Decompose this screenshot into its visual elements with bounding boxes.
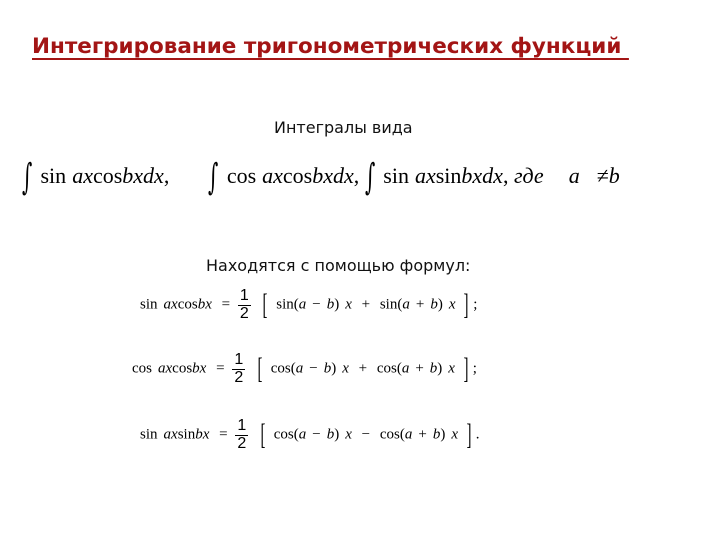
paren: ) [334,296,340,313]
variable: a [402,296,410,313]
paren: ) [437,296,443,313]
argument: bxdx [461,163,503,189]
paren: ) [437,360,443,377]
fraction [238,288,251,323]
operator: − [312,426,321,443]
formula-row [132,352,477,387]
equals-sign: = [221,296,231,313]
variable: b [432,426,441,443]
equals-sign: = [219,426,228,443]
variable: b [430,296,438,313]
func-name: cos [172,360,193,377]
fraction-denominator: 2 [234,368,244,386]
fraction-numerator: 1 [239,287,249,304]
fraction-denominator: 2 [239,304,249,322]
fraction [232,352,245,387]
variable: a [298,296,307,313]
argument: bx [192,360,207,377]
operator: + [358,360,368,377]
variable: x [342,360,349,377]
operator: + [361,296,371,313]
separator: , [353,163,360,189]
argument: ax [163,296,178,313]
argument: bxdx [122,163,164,189]
variable: x [448,360,455,377]
variable: x [448,296,456,313]
formula-row [140,418,480,453]
condition-b: b [608,163,620,189]
operator: − [309,360,318,377]
punctuation: . [475,426,480,443]
variable: x [345,426,352,443]
fraction-denominator: 2 [237,434,247,452]
func-name: sin( [276,296,299,313]
variable: a [401,360,410,377]
integral-2 [208,157,364,198]
argument: ax [158,360,173,377]
func-name: sin [40,163,67,189]
variable: x [345,296,352,313]
func-name: cos [132,360,152,377]
variable: b [326,296,335,313]
paren: ) [334,426,340,443]
argument: bx [195,426,210,443]
not-equal-icon: ≠ [596,163,609,189]
slide-title: Интегрирование тригонометрических функций [32,34,629,59]
paren: ) [331,360,337,377]
left-bracket-icon: [ [262,288,268,322]
formulas-heading: Находятся с помощью формул: [206,256,471,275]
func-name: cos [177,296,198,313]
operator: + [418,426,427,443]
variable: b [326,426,335,443]
argument: ax [262,163,283,189]
variable: b [429,360,438,377]
func-name: sin [140,426,158,443]
integral-1 [22,157,175,198]
separator: , [502,163,509,189]
right-bracket-icon: ] [463,352,469,386]
func-name: cos [92,163,123,189]
func-name: cos( [376,360,402,377]
integral-sign-icon: ∫ [22,157,33,198]
right-bracket-icon: ] [466,418,472,452]
func-name: cos( [273,426,299,443]
variable: a [298,426,307,443]
variable: b [323,360,332,377]
fraction-numerator: 1 [237,417,247,434]
func-name: cos( [270,360,296,377]
equals-sign: = [216,360,225,377]
fraction [235,418,248,453]
argument: ax [414,163,436,189]
func-name: sin [177,426,196,443]
integral-sign-icon: ∫ [208,157,219,198]
right-bracket-icon: ] [463,288,469,322]
operator: + [415,296,425,313]
condition-where: где [513,163,544,189]
func-name: sin [435,163,462,189]
formula-row [140,288,477,323]
punctuation: ; [473,296,478,313]
fraction-numerator: 1 [234,351,244,368]
left-bracket-icon: [ [257,352,263,386]
integrals-heading: Интегралы вида [274,118,413,137]
func-name: sin [140,296,158,313]
left-bracket-icon: [ [260,418,266,452]
argument: ax [163,426,178,443]
func-name: cos [282,163,313,189]
func-name: sin( [379,296,403,313]
argument: ax [72,163,93,189]
variable: a [295,360,304,377]
separator: , [163,163,170,189]
operator: − [312,296,321,313]
argument: bx [197,296,212,313]
func-name: cos [226,163,257,189]
integral-3 [364,157,514,198]
variable: x [451,426,458,443]
paren: ) [440,426,446,443]
integrals-row [22,157,620,198]
argument: bxdx [312,163,354,189]
punctuation: ; [472,360,477,377]
operator: + [415,360,424,377]
operator: − [361,426,371,443]
condition-a: a [568,163,580,189]
func-name: sin [383,163,409,189]
func-name: cos( [379,426,405,443]
integral-sign-icon: ∫ [364,157,376,198]
variable: a [404,426,413,443]
